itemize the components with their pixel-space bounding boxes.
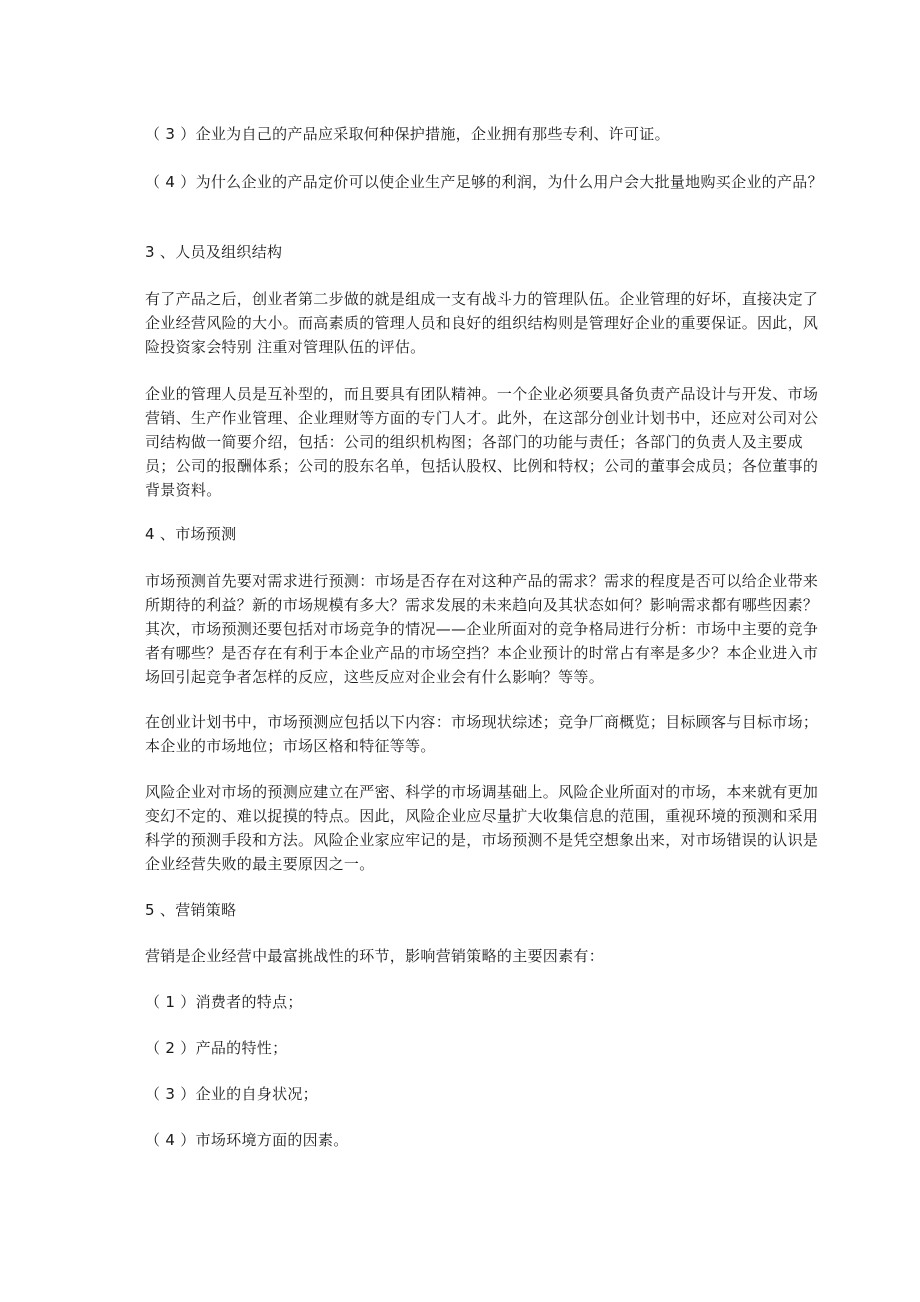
list-item: （ 4 ）市场环境方面的因素。 [145, 1131, 349, 1149]
list-item: （ 2 ）产品的特性； [145, 1039, 288, 1057]
paragraph: 有了产品之后，创业者第二步做的就是组成一支有战斗力的管理队伍。企业管理的好坏，直接决定了企业经营风险的大小。而高素质的管理人员和良好的组织结构则是管理好企业的重要保证。因此，风险投资家会特别 注重对管理队伍的评估。 [145, 290, 819, 356]
section-heading: 3 、人员及组织结构 [145, 243, 283, 261]
list-item: （ 3 ）企业为自己的产品应采取何种保护措施，企业拥有那些专利、许可证。 [145, 125, 670, 143]
section-heading: 4 、市场预测 [145, 525, 237, 543]
list-item: （ 1 ）消费者的特点； [145, 993, 303, 1011]
paragraph: 营销是企业经营中最富挑战性的环节，影响营销策略的主要因素有： [145, 947, 605, 965]
list-item: （ 3 ）企业的自身状况； [145, 1085, 318, 1103]
paragraph: 市场预测首先要对需求进行预测：市场是否存在对这种产品的需求？需求的程度是否可以给企业带来所期待的利益？新的市场规模有多大？需求发展的未来趋向及其状态如何？影响需求都有哪些因素？其次，市场预测还要包括对市场竞争的情况——企业所面对的竞争格局进行分析：市场中主要的竞争者有哪些？是否存在有利于本企业产品的市场空挡？本企业预计的时常占有率是多少？本企业进入市场回引起竞争者怎样的反应，这些反应对企业会有什么影响？等等。 [145, 572, 819, 686]
paragraph: 风险企业对市场的预测应建立在严密、科学的市场调基础上。风险企业所面对的市场，本来就有更加变幻不定的、难以捉摸的特点。因此，风险企业应尽量扩大收集信息的范围，重视环境的预测和采用科学的预测手段和方法。风险企业家应牢记的是，市场预测不是凭空想象出来，对市场错误的认识是企业经营失败的最主要原因之一。 [145, 783, 819, 873]
paragraph: 在创业计划书中，市场预测应包括以下内容：市场现状综述；竞争厂商概览；目标顾客与目标市场；本企业的市场地位；市场区格和特征等等。 [145, 713, 819, 755]
list-item: （ 4 ）为什么企业的产品定价可以使企业生产足够的利润，为什么用户会大批量地购买企业的产品？ [145, 173, 823, 191]
paragraph: 企业的管理人员是互补型的，而且要具有团队精神。一个企业必须要具备负责产品设计与开发、市场营销、生产作业管理、企业理财等方面的专门人才。此外，在这部分创业计划书中，还应对公司对公司结构做一简要介绍，包括：公司的组织机构图；各部门的功能与责任；各部门的负责人及主要成员；公司的报酬体系；公司的股东名单，包括认股权、比例和特权；公司的董事会成员；各位董事的背景资料。 [145, 385, 819, 499]
section-heading: 5 、营销策略 [145, 901, 237, 919]
